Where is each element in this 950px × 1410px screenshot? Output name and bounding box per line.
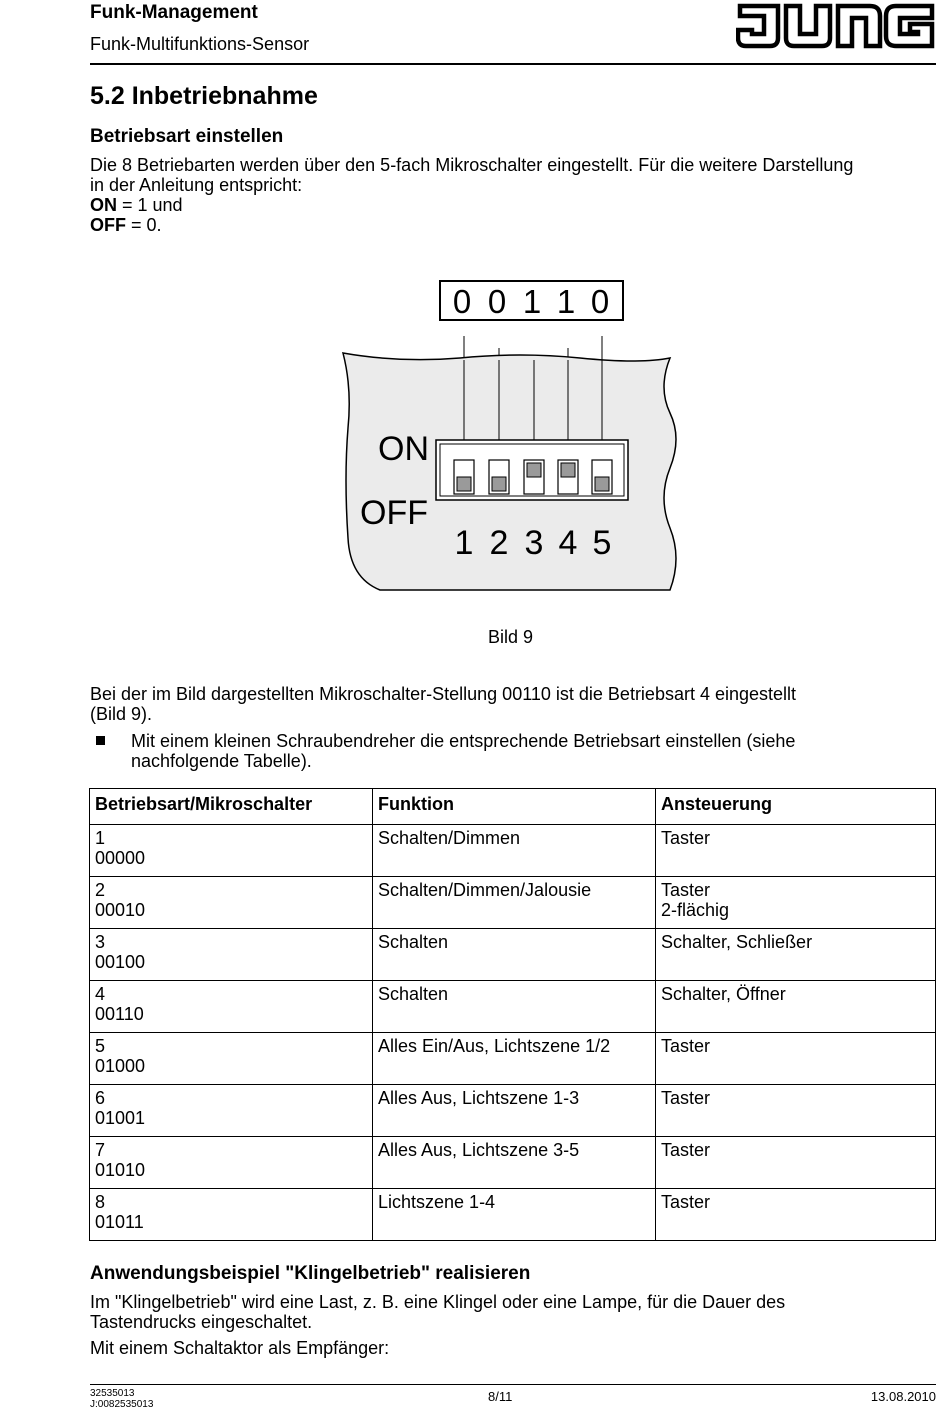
control-line-1: Taster (661, 1140, 711, 1160)
header-function: Funktion (373, 789, 656, 825)
mode-number: 5 (95, 1036, 106, 1056)
footer-doc-number: 32535013 (90, 1388, 135, 1399)
cell-mode (90, 1033, 373, 1085)
code-digit: 1 (556, 283, 576, 320)
switch-number: 2 (489, 524, 509, 562)
example-line-3: Mit einem Schaltaktor als Empfänger: (90, 1338, 390, 1358)
mode-code: 00010 (95, 900, 146, 920)
off-text: OFF (360, 494, 428, 532)
cell-function: Schalten/Dimmen (373, 825, 656, 877)
header-rule (90, 63, 936, 65)
cell-function: Alles Ein/Aus, Lichtszene 1/2 (373, 1033, 656, 1085)
mode-number: 7 (95, 1140, 106, 1160)
mode-number: 3 (95, 932, 106, 952)
switch-number: 3 (524, 524, 544, 562)
code-digit: 0 (487, 283, 507, 320)
header-title: Funk-Management (90, 2, 258, 23)
control-line-1: Schalter, Schließer (661, 932, 813, 952)
cell-control (656, 981, 936, 1033)
on-definition (90, 195, 183, 215)
control-line-1: Taster (661, 1036, 711, 1056)
cell-control (656, 1189, 936, 1241)
code-digit: 1 (522, 283, 542, 320)
mode-number: 8 (95, 1192, 106, 1212)
switch-number: 1 (454, 524, 474, 562)
mode-code: 01010 (95, 1160, 146, 1180)
cell-function: Schalten (373, 981, 656, 1033)
section-subheading: Betriebsart einstellen (90, 126, 284, 147)
mode-number: 6 (95, 1088, 106, 1108)
cell-control (656, 929, 936, 981)
bullet-line-1: Mit einem kleinen Schraubendreher die entsprechende Betriebsart einstellen (siehe (131, 731, 796, 751)
switch-knob (595, 477, 609, 491)
off-label: OFF (90, 215, 126, 235)
description-line-1: Bei der im Bild dargestellten Mikroschalter-Stellung 00110 ist die Betriebsart 4 eingestellt (90, 684, 797, 704)
mode-number: 2 (95, 880, 106, 900)
mode-code: 01011 (95, 1212, 144, 1232)
mode-number: 4 (95, 984, 106, 1004)
example-heading: Anwendungsbeispiel "Klingelbetrieb" realisieren (90, 1263, 531, 1284)
cell-control (656, 1137, 936, 1189)
cell-function: Alles Aus, Lichtszene 3-5 (373, 1137, 656, 1189)
intro-line-1: Die 8 Betriebarten werden über den 5-fach Mikroschalter eingestellt. Für die weitere Darstellung (90, 155, 854, 175)
operating-modes-table (89, 788, 936, 1241)
code-digit: 0 (590, 283, 610, 320)
table-header-row (90, 789, 936, 825)
bullet-square-icon (96, 736, 105, 745)
footer-page-number: 8/11 (488, 1389, 513, 1404)
cell-function: Schalten/Dimmen/Jalousie (373, 877, 656, 929)
switch-knob (457, 477, 471, 491)
mode-code: 01000 (95, 1056, 146, 1076)
footer-job-number: J:0082535013 (90, 1399, 154, 1410)
cell-function: Schalten (373, 929, 656, 981)
cell-function: Alles Aus, Lichtszene 1-3 (373, 1085, 656, 1137)
switch-number: 5 (592, 524, 612, 562)
header-mode: Betriebsart/Mikroschalter (90, 789, 373, 825)
intro-line-2: in der Anleitung entspricht: (90, 175, 303, 195)
cell-mode (90, 1137, 373, 1189)
off-definition (90, 215, 162, 235)
switch-number: 4 (558, 524, 578, 562)
table-row (90, 1189, 936, 1241)
mode-code: 00110 (95, 1004, 144, 1024)
mode-number: 1 (95, 828, 106, 848)
table-row (90, 877, 936, 929)
table-row (90, 1085, 936, 1137)
control-line-1: Taster (661, 880, 711, 900)
cell-control (656, 1033, 936, 1085)
on-value: = 1 und (117, 195, 183, 215)
bullet-line-2: nachfolgende Tabelle). (131, 751, 312, 771)
example-line-2: Tastendrucks eingeschaltet. (90, 1312, 313, 1332)
section-heading: 5.2 Inbetriebnahme (90, 82, 318, 110)
mode-code: 00000 (95, 848, 146, 868)
table-row (90, 929, 936, 981)
control-line-1: Taster (661, 1088, 711, 1108)
example-line-1: Im "Klingelbetrieb" wird eine Last, z. B. eine Klingel oder eine Lampe, für die Dauer des (90, 1292, 786, 1312)
mode-code: 00100 (95, 952, 146, 972)
off-value: = 0. (126, 215, 162, 235)
footer-date: 13.08.2010 (870, 1389, 936, 1404)
cell-function: Lichtszene 1-4 (373, 1189, 656, 1241)
jung-logo (736, 2, 936, 50)
control-line-1: Taster (661, 828, 711, 848)
cell-control (656, 825, 936, 877)
on-label: ON (90, 195, 117, 215)
switch-knob (492, 477, 506, 491)
switch-knob (561, 463, 575, 477)
cell-mode (90, 1189, 373, 1241)
footer-rule (90, 1384, 936, 1385)
cell-mode (90, 825, 373, 877)
footer-doc-numbers (90, 1388, 153, 1410)
control-line-1: Taster (661, 1192, 711, 1212)
table-row (90, 825, 936, 877)
cell-mode (90, 1085, 373, 1137)
table-row (90, 981, 936, 1033)
code-digit: 0 (452, 283, 472, 320)
cell-mode (90, 981, 373, 1033)
cell-control (656, 877, 936, 929)
cell-mode (90, 929, 373, 981)
control-line-2: 2-flächig (661, 900, 730, 920)
header-subtitle: Funk-Multifunktions-Sensor (90, 34, 310, 54)
cell-mode (90, 877, 373, 929)
header-control: Ansteuerung (656, 789, 936, 825)
table-row (90, 1137, 936, 1189)
on-text: ON (378, 430, 429, 468)
figure-caption: Bild 9 (488, 627, 534, 647)
switch-knob (527, 463, 541, 477)
dip-switch-figure (340, 278, 700, 598)
table-row (90, 1033, 936, 1085)
description-line-2: (Bild 9). (90, 704, 153, 724)
mode-code: 01001 (95, 1108, 146, 1128)
cell-control (656, 1085, 936, 1137)
control-line-1: Schalter, Öffner (661, 984, 786, 1004)
